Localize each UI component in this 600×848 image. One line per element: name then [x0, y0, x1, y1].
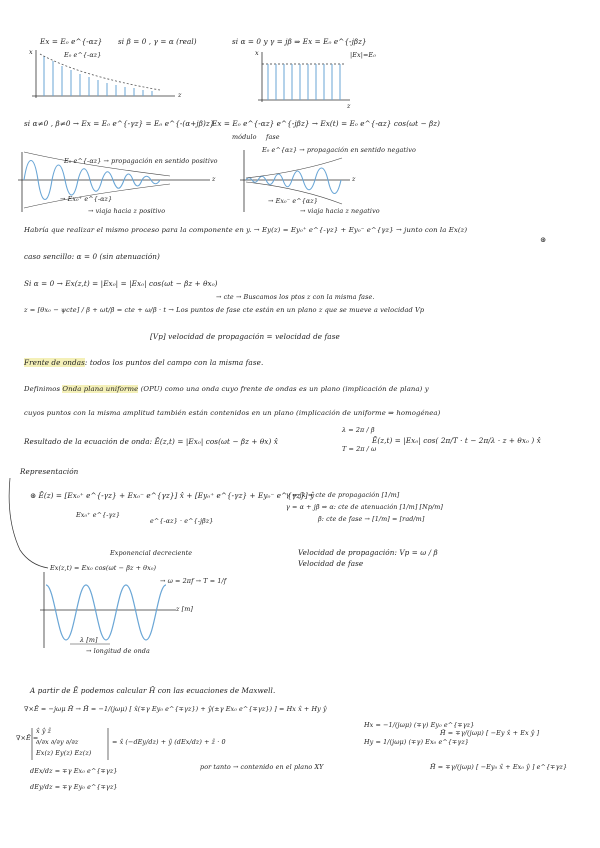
wave-eq-result: Resultado de la ecuación de onda: Ē(z,t) = |Ex₀| cos(ωt − βz + θx) x̂ — [24, 437, 278, 446]
det-row-partials: ∂/∂x ∂/∂y ∂/∂z — [36, 738, 79, 746]
opu-definition-line2: cuyos puntos con la misma amplitud también están contenidos en un plano (implicación de uniforme ⇒ homogénea) — [24, 409, 441, 417]
hy-eq: Hy = 1/(jωμ) (∓γ) Ex₀ e^{∓γz} — [364, 738, 469, 746]
cte-note: → cte → Buscamos los ptos z con la misma fase. — [216, 293, 375, 301]
frente-ondas-term: Frente de ondas — [24, 358, 85, 367]
decay-plot — [32, 50, 175, 98]
plano-xy-note: por tanto → contenido en el plano XY — [200, 763, 324, 771]
cos-plot-zlabel: z [m] — [176, 605, 193, 613]
flat-x-axis: x — [255, 49, 259, 57]
det-row-unit: x̂ ŷ ẑ — [36, 727, 52, 735]
decay-label: E₀ e^{-αz} — [64, 51, 102, 59]
eq-ex-real: Ex = E₀ e^{-αz} — [40, 37, 103, 46]
ex0-plus-term: Ex₀⁺ e^{-γz} — [76, 511, 121, 519]
flat-plot — [258, 52, 350, 102]
pos-wave-z: z — [212, 175, 216, 183]
longitud-onda-label: → longitud de onda — [86, 647, 150, 655]
e-field-full-eq: ⊛ Ē(z) = [Ex₀⁺ e^{-γz} + Ex₀⁻ e^{γz}] x̂ + [Ey₀⁺ e^{-γz} + Ey₀⁻ e^{γz}] ŷ — [30, 491, 315, 500]
simple-case-line: caso sencillo: α = 0 (sin atenuación) — [24, 252, 160, 261]
period-def: T = 2π / ω — [342, 445, 377, 453]
neg-wave-viaja: → viaja hacia z negativo — [300, 207, 380, 215]
decay-z-axis: z — [178, 91, 182, 99]
dey-dz: dEy/dz = ∓γ Ey₀ e^{∓γz} — [30, 783, 118, 791]
asterisk-mark: ⊛ — [540, 235, 547, 244]
vp-formula: Velocidad de propagación: Vp = ω / β — [298, 548, 438, 557]
opu-term: Onda plana uniforme — [62, 385, 139, 393]
eq-general-gamma: si α≠0 , β≠0 → Ex = E₀ e^{-γz} = E₀ e^{-(α+jβ)z} — [24, 119, 215, 128]
wave-eq-result-2: Ē(z,t) = |Ex₀| cos( 2π/T · t − 2π/λ · z + θx₀ ) x̂ — [372, 436, 541, 445]
alpha-zero-eq: Si α = 0 → Ex(z,t) = |Ex₀| = |Ex₀| cos(ωt − βz + θx₀) — [24, 279, 218, 288]
vp-definition: [Vp] velocidad de propagación = velocidad de fase — [150, 332, 340, 341]
alpha-definition: γ = α + jβ ⇒ α: cte de atenuación [1/m] [Np/m] — [286, 503, 444, 511]
h-vector-eq: H̄ = ∓γ/(jωμ) [ −Ey x̂ + Ex ŷ ] — [440, 729, 540, 737]
frente-ondas-def: : todos los puntos del campo con la misma fase. — [84, 358, 264, 367]
lambda-def: λ = 2π / β — [342, 426, 375, 434]
cond-alpha-zero: si α = 0 y γ = jβ ⇒ Ex = E₀ e^{-jβz} — [232, 37, 367, 46]
phase-point-eq: z = [θx₀ − ψcte] / β + ωt/β = cte + ω/β · t → Los puntos de fase cte están en un plano z que se mueve a velocidad Vp — [24, 306, 425, 314]
neg-wave-z: z — [352, 175, 356, 183]
ey-component-line: Habría que realizar el mismo proceso para la componente en y. → Ey(z) = Ey₀⁺ e^{-γz} + Ey₀⁻ e^{γz} → junto con la Ex(z) — [24, 226, 468, 234]
dex-dz: dEx/dz = ∓γ Ex₀ e^{∓γz} — [30, 767, 118, 775]
maxwell-intro: A partir de Ē podemos calcular H̄ con las ecuaciones de Maxwell. — [30, 686, 276, 695]
flat-z-axis: z — [347, 102, 351, 110]
curl-label: ∇×Ē = — [16, 734, 39, 742]
lambda-m-label: λ [m] — [80, 636, 98, 644]
opu-def-rest: (OPU) como una onda cuyo frente de ondas es un plano (implicación de plana) y — [140, 385, 429, 393]
h-vector-final: H̄ = ∓γ/(jωμ) [ −Ey₀ x̂ + Ex₀ ŷ ] e^{∓γz} — [430, 763, 568, 771]
neg-wave-title: E₀ e^{αz} → propagación en sentido negativo — [262, 146, 416, 154]
opu-definition-line — [24, 386, 429, 394]
omega-note: → ω = 2πf → T = 1/f — [160, 577, 227, 585]
beta-definition: β: cte de fase → [1/m] = [rad/m] — [318, 515, 425, 523]
decay-x-axis: x — [29, 48, 33, 56]
cond-beta-zero: si β = 0 , γ = α (real) — [118, 37, 197, 46]
definimos-word: Definimos — [24, 385, 61, 393]
pos-wave-viaja: → viaja hacia z positivo — [88, 207, 166, 215]
pos-wave-title: E₀ e^{-αz} → propagación en sentido positivo — [64, 157, 218, 165]
eq-time-domain: Ex = E₀ e^{-αz} e^{-jβz} → Ex(t) = E₀ e^{-αz} cos(ωt − βz) — [212, 119, 441, 128]
abs-ex-label: |Ex|=E₀ — [350, 51, 376, 59]
cos-plot-ylabel: Ex(z,t) = Ex₀ cos(ωt − βz + θx₀) — [50, 564, 157, 572]
vp-fase-label: Velocidad de fase — [298, 559, 364, 568]
modulo-label: módulo — [232, 133, 257, 141]
neg-wave-bottom: → Ex₀⁻ e^{αz} — [268, 197, 318, 205]
frente-ondas-line — [24, 359, 263, 367]
representacion-label: Representación — [20, 467, 79, 476]
hx-eq: Hx = −1/(jωμ) (∓γ) Ey₀ e^{∓γz} — [364, 721, 475, 729]
fase-label: fase — [266, 133, 280, 141]
cosine-plot — [40, 572, 176, 648]
pos-wave-bottom: → Ex₀⁺ e^{-αz} — [60, 195, 113, 203]
gamma-definition: γ = jk = cte de propagación [1/m] — [286, 491, 400, 499]
curl-h-eq: ∇×Ē = −jωμ H̄ → H̄ = −1/(jωμ) [ x̂(∓γ Ey₀ e^{∓γz}) + ŷ(±γ Ex₀ e^{∓γz}) ] = Hx x̂ + Hy ŷ — [24, 705, 327, 713]
det-expansion: = x̂ (−dEy/dz) + ŷ (dEx/dz) + ẑ · 0 — [112, 738, 226, 746]
exponencial-decreciente: Exponencial decreciente — [110, 549, 193, 557]
alpha-beta-split: e^{-αz} · e^{-jβz} — [150, 517, 214, 525]
det-row-fields: Ex(z) Ey(z) Ez(z) — [36, 749, 92, 757]
